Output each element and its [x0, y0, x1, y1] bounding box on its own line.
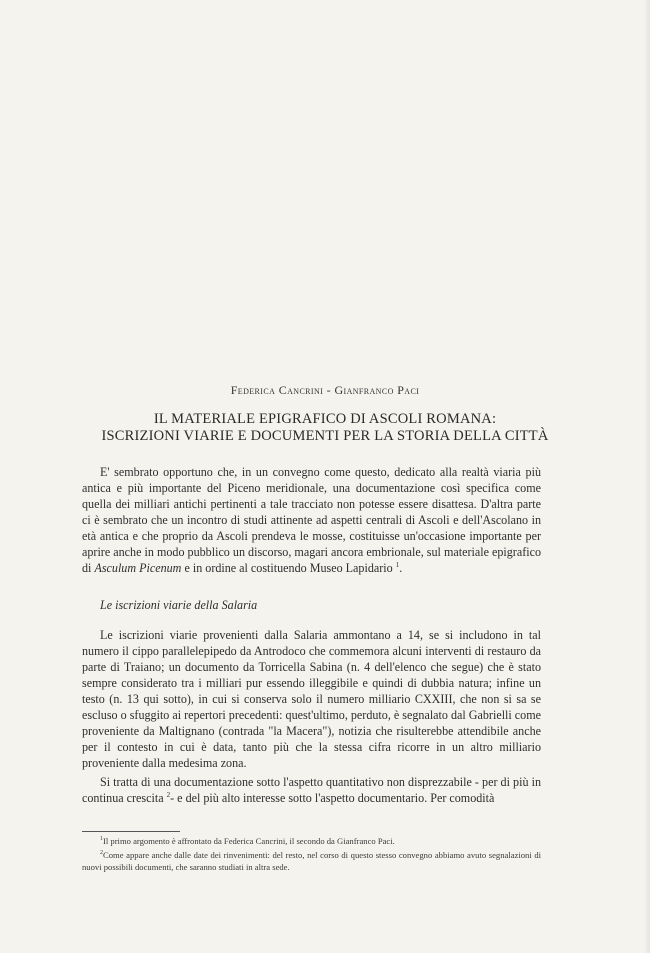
intro-paragraph [82, 464, 541, 576]
title-line-1: IL MATERIALE EPIGRAFICO DI ASCOLI ROMANA: [153, 411, 497, 427]
paragraph-3-text-end: - e del più alto interesse sotto l'aspetto documentario. Per comodità [170, 791, 495, 805]
intro-text-end: e in ordine al costituendo Museo Lapidario [181, 561, 396, 575]
paragraph-2: Le iscrizioni viarie provenienti dalla Salaria ammontano a 14, se si includono in tal numero il cippo parallelepipedo da Antrodoco che commemora alcuni interventi di restauro da parte di Traiano; un documento da Torricella Sabina (n. 4 dell'elenco che segue) che è stato sempre considerato tra i milliari pur essendo illeggibile e quindi di dubbia natura; infine un testo (n. 13 qui sotto), in cui si conserva solo il numero milliario CXXIII, che non si sa se escluso o sfuggito ai repertori precedenti: quest'ultimo, perduto, è segnalato dal Gabrielli come proveniente da Maltignano (contrada "la Macera"), notizia che risulterebbe attendibile anche per il contesto in cui è data, tanto più che la stessa cifra ricorre in un altro milliario proveniente dalla medesima zona. [82, 628, 541, 770]
footnote-1 [82, 836, 541, 848]
intro-italic-term: Asculum Picenum [94, 561, 182, 575]
footnote-2 [82, 850, 541, 873]
footnote-ref-2[interactable]: 2 [166, 790, 171, 799]
article-title [40, 411, 610, 445]
author-separator: - [323, 383, 335, 397]
author-1-last-name: Cancrini [278, 383, 324, 397]
footnote-1-text: Il primo argomento è affrontato da Federica Cancrini, il secondo da Gianfranco Paci. [103, 836, 395, 846]
page-edge-shadow [644, 0, 650, 953]
footnote-1-number: 1 [100, 836, 103, 843]
footnote-ref-1[interactable]: 1 [395, 560, 400, 569]
title-line-2: ISCRIZIONI VIARIE E DOCUMENTI PER LA STORIA DELLA CITTÀ [101, 428, 549, 444]
intro-period: . [399, 561, 403, 575]
section-heading: Le iscrizioni viarie della Salaria [100, 598, 258, 612]
footnote-divider [82, 831, 180, 832]
author-2-last-name: Paci [397, 383, 420, 397]
intro-text: E' sembrato opportuno che, in un convegno come questo, dedicato alla realtà viaria più antica e più importante del Piceno meridionale, una documentazione così specifica come quella dei milliari antichi pertinenti a tale tracciato non potesse essere disattesa. D'altra parte ci è sembrato che un incontro di studi attinente ad aspetti centrali di Ascoli e dell'Ascolano in età antica e che proprio da Ascoli prendeva le mosse, costituisse un'occasione importante per aprire anche in modo pubblico un discorso, magari ancora embrionale, sul materiale epigrafico di [82, 465, 541, 575]
paragraph-3 [82, 774, 541, 806]
footnote-2-number: 2 [100, 850, 103, 857]
author-1-first-name: Federica [230, 383, 276, 397]
author-2-first-name: Gianfranco [334, 383, 394, 397]
authors-line [0, 383, 650, 398]
footnote-2-text: Come appare anche dalle date dei rinvenimenti: del resto, nel corso di questo stesso convegno abbiamo avuto segnalazioni di nuovi possibili documenti, che saranno studiati in altra sede. [82, 850, 541, 872]
paragraph-3-text: Si tratta di una documentazione sotto l'aspetto quantitativo non disprezzabile - per di più in continua crescita [82, 775, 541, 805]
